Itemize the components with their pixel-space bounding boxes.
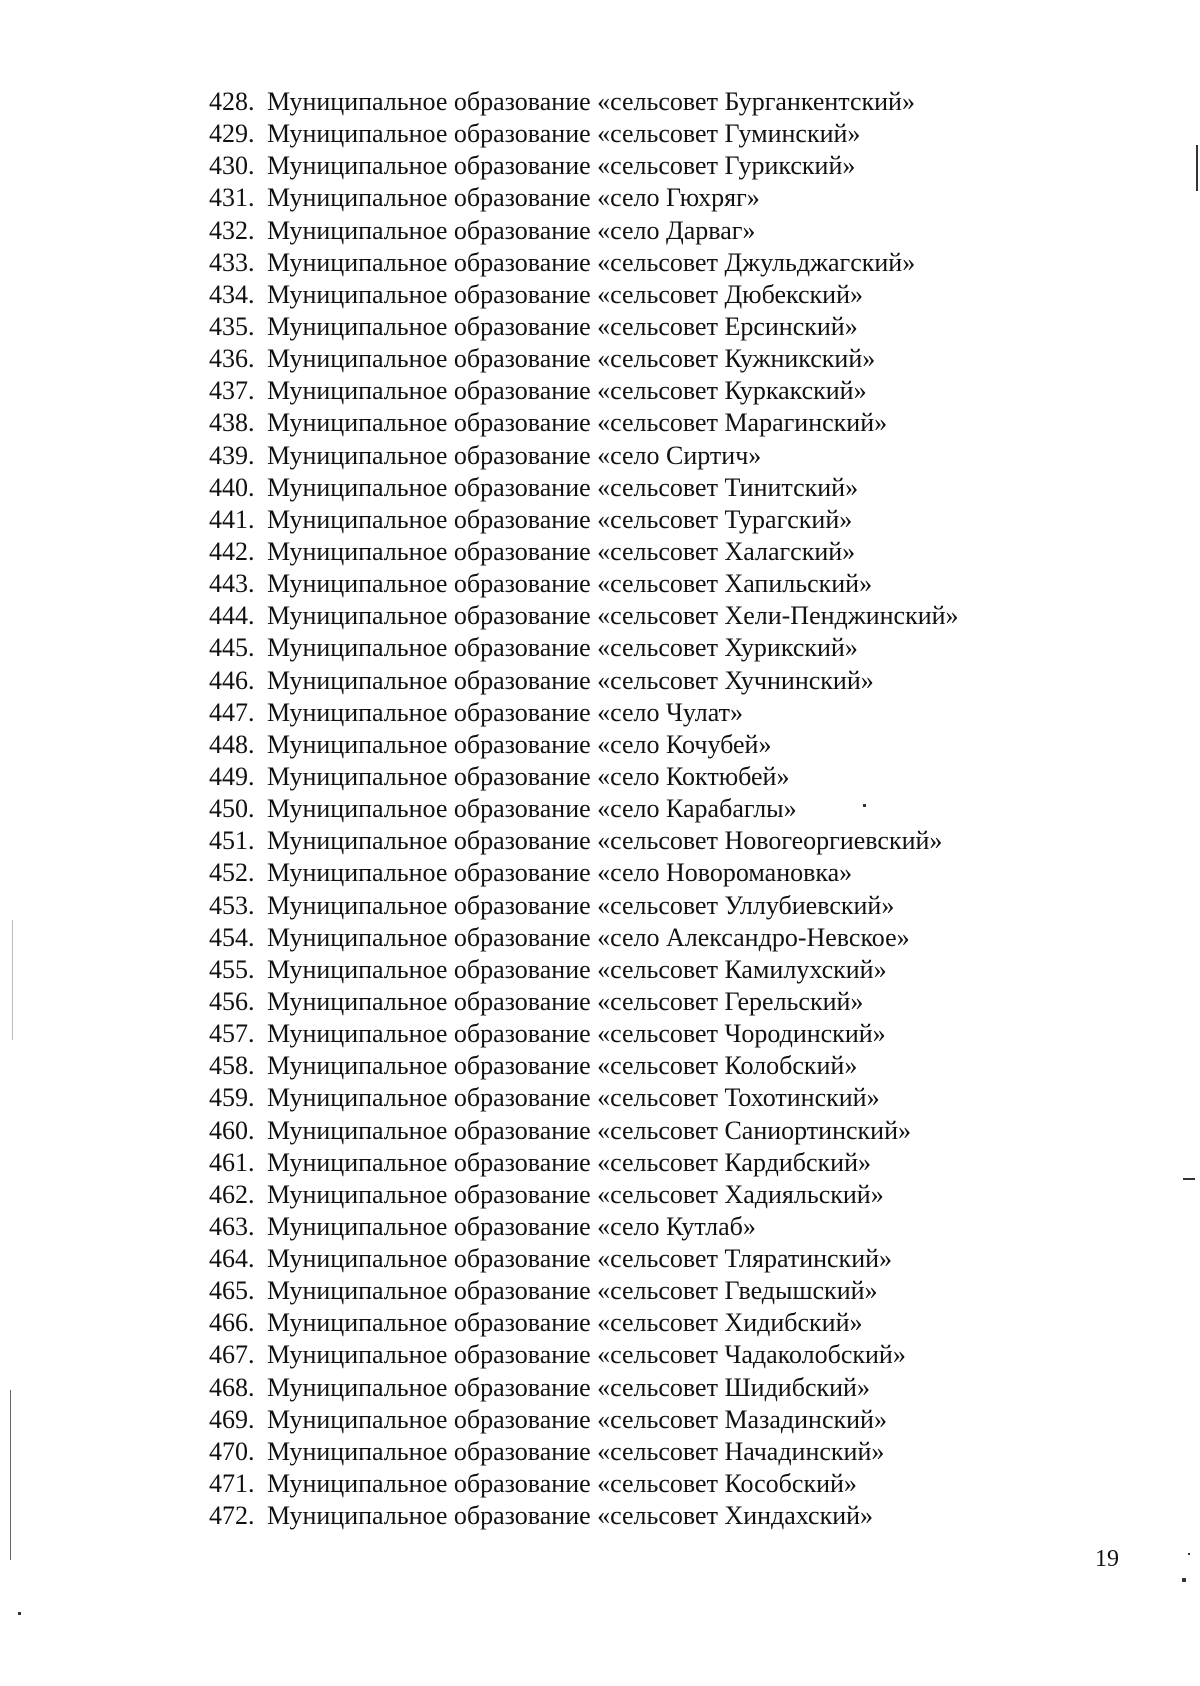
item-number: 463. bbox=[209, 1211, 255, 1241]
list-item bbox=[209, 697, 959, 729]
item-text: Муниципальное образование «сельсовет Хурикский» bbox=[267, 633, 858, 663]
list-item bbox=[209, 1050, 959, 1082]
item-number: 446. bbox=[209, 665, 255, 695]
item-text: Муниципальное образование «сельсовет Колобский» bbox=[267, 1051, 858, 1081]
item-number: 432. bbox=[209, 215, 255, 245]
list-item bbox=[209, 1339, 959, 1371]
item-number: 448. bbox=[209, 729, 255, 759]
item-number: 440. bbox=[209, 472, 255, 502]
item-text: Муниципальное образование «сельсовет Куркакский» bbox=[267, 376, 867, 406]
list-item bbox=[209, 118, 959, 150]
scan-artifact-dot bbox=[1188, 1553, 1190, 1555]
item-text: Муниципальное образование «сельсовет Ерсинский» bbox=[267, 311, 858, 341]
list-item bbox=[209, 954, 959, 986]
item-text: Муниципальное образование «сельсовет Джульджагский» bbox=[267, 247, 916, 277]
list-item bbox=[209, 150, 959, 182]
item-number: 447. bbox=[209, 697, 255, 727]
item-number: 443. bbox=[209, 569, 255, 599]
list-item bbox=[209, 1468, 959, 1500]
item-number: 465. bbox=[209, 1276, 255, 1306]
item-text: Муниципальное образование «село Гюхряг» bbox=[267, 183, 760, 213]
list-item bbox=[209, 311, 959, 343]
item-text: Муниципальное образование «сельсовет Гуминский» bbox=[267, 119, 861, 149]
item-number: 437. bbox=[209, 376, 255, 406]
item-text: Муниципальное образование «сельсовет Камилухский» bbox=[267, 954, 887, 984]
item-text: Муниципальное образование «сельсовет Хиндахский» bbox=[267, 1501, 874, 1531]
item-text: Муниципальное образование «сельсовет Мазадинский» bbox=[267, 1404, 887, 1434]
item-number: 441. bbox=[209, 504, 255, 534]
page-number: 19 bbox=[1095, 1546, 1119, 1572]
item-number: 460. bbox=[209, 1115, 255, 1145]
list-item bbox=[209, 1436, 959, 1468]
item-number: 457. bbox=[209, 1019, 255, 1049]
item-number: 442. bbox=[209, 536, 255, 566]
list-item bbox=[209, 600, 959, 632]
item-text: Муниципальное образование «сельсовет Гурикский» bbox=[267, 151, 856, 181]
list-item bbox=[209, 375, 959, 407]
scan-artifact-dot bbox=[863, 804, 866, 807]
list-item bbox=[209, 407, 959, 439]
item-text: Муниципальное образование «сельсовет Дюбекский» bbox=[267, 279, 864, 309]
item-number: 434. bbox=[209, 279, 255, 309]
list-item bbox=[209, 857, 959, 889]
scan-artifact-dot bbox=[1182, 1578, 1186, 1582]
list-item bbox=[209, 1243, 959, 1275]
list-item bbox=[209, 1147, 959, 1179]
list-item bbox=[209, 568, 959, 600]
item-number: 436. bbox=[209, 344, 255, 374]
item-text: Муниципальное образование «сельсовет Хапильский» bbox=[267, 569, 873, 599]
item-text: Муниципальное образование «сельсовет Кужникский» bbox=[267, 344, 876, 374]
list-item bbox=[209, 1115, 959, 1147]
item-number: 431. bbox=[209, 183, 255, 213]
list-item bbox=[209, 440, 959, 472]
list-item bbox=[209, 472, 959, 504]
item-text: Муниципальное образование «сельсовет Гведышский» bbox=[267, 1276, 878, 1306]
item-text: Муниципальное образование «сельсовет Хадияльский» bbox=[267, 1179, 884, 1209]
scan-artifact-line bbox=[12, 920, 13, 1040]
item-text: Муниципальное образование «сельсовет Тинитский» bbox=[267, 472, 859, 502]
item-number: 472. bbox=[209, 1501, 255, 1531]
list-item bbox=[209, 729, 959, 761]
list-item bbox=[209, 986, 959, 1018]
list-item bbox=[209, 504, 959, 536]
item-text: Муниципальное образование «сельсовет Новогеоргиевский» bbox=[267, 826, 943, 856]
item-text: Муниципальное образование «сельсовет Марагинский» bbox=[267, 408, 888, 438]
item-number: 469. bbox=[209, 1404, 255, 1434]
list-item bbox=[209, 343, 959, 375]
list-item bbox=[209, 890, 959, 922]
item-number: 453. bbox=[209, 890, 255, 920]
item-text: Муниципальное образование «село Сиртич» bbox=[267, 440, 762, 470]
item-number: 452. bbox=[209, 858, 255, 888]
scan-artifact-dot bbox=[18, 1612, 21, 1615]
item-text: Муниципальное образование «сельсовет Халагский» bbox=[267, 536, 856, 566]
list-item bbox=[209, 1082, 959, 1114]
item-text: Муниципальное образование «сельсовет Герельский» bbox=[267, 986, 864, 1016]
list-item bbox=[209, 247, 959, 279]
scan-artifact-line bbox=[10, 1390, 11, 1560]
item-number: 454. bbox=[209, 922, 255, 952]
item-text: Муниципальное образование «село Кутлаб» bbox=[267, 1211, 756, 1241]
item-text: Муниципальное образование «село Коктюбей» bbox=[267, 761, 790, 791]
item-text: Муниципальное образование «сельсовет Тляратинский» bbox=[267, 1244, 893, 1274]
item-number: 464. bbox=[209, 1244, 255, 1274]
list-item bbox=[209, 793, 959, 825]
list-item bbox=[209, 632, 959, 664]
item-number: 461. bbox=[209, 1147, 255, 1177]
list-item bbox=[209, 1404, 959, 1436]
item-number: 459. bbox=[209, 1083, 255, 1113]
item-text: Муниципальное образование «сельсовет Чородинский» bbox=[267, 1019, 886, 1049]
item-text: Муниципальное образование «село Новоромановка» bbox=[267, 858, 853, 888]
item-text: Муниципальное образование «село Александро-Невское» bbox=[267, 922, 910, 952]
item-number: 471. bbox=[209, 1469, 255, 1499]
scan-artifact-mark bbox=[1183, 1178, 1195, 1180]
item-number: 467. bbox=[209, 1340, 255, 1370]
list-item bbox=[209, 761, 959, 793]
item-text: Муниципальное образование «сельсовет Начадинский» bbox=[267, 1436, 885, 1466]
item-text: Муниципальное образование «сельсовет Хели-Пенджинский» bbox=[267, 601, 959, 631]
item-number: 456. bbox=[209, 986, 255, 1016]
item-number: 445. bbox=[209, 633, 255, 663]
list-item bbox=[209, 1500, 959, 1532]
item-number: 428. bbox=[209, 87, 255, 116]
item-number: 455. bbox=[209, 954, 255, 984]
item-text: Муниципальное образование «сельсовет Тохотинский» bbox=[267, 1083, 880, 1113]
item-text: Муниципальное образование «сельсовет Бурганкентский» bbox=[267, 87, 915, 116]
item-text: Муниципальное образование «село Кочубей» bbox=[267, 729, 772, 759]
item-text: Муниципальное образование «сельсовет Шидибский» bbox=[267, 1372, 870, 1402]
list-item bbox=[209, 1211, 959, 1243]
item-text: Муниципальное образование «сельсовет Турагский» bbox=[267, 504, 853, 534]
item-number: 449. bbox=[209, 761, 255, 791]
item-text: Муниципальное образование «сельсовет Кардибский» bbox=[267, 1147, 872, 1177]
list-item bbox=[209, 1018, 959, 1050]
list-item bbox=[209, 1275, 959, 1307]
item-text: Муниципальное образование «сельсовет Чадаколобский» bbox=[267, 1340, 906, 1370]
list-item bbox=[209, 1372, 959, 1404]
item-number: 450. bbox=[209, 794, 255, 824]
list-item bbox=[209, 536, 959, 568]
item-text: Муниципальное образование «сельсовет Саниортинский» bbox=[267, 1115, 911, 1145]
item-number: 435. bbox=[209, 311, 255, 341]
scan-artifact-line bbox=[1196, 145, 1198, 191]
list-item bbox=[209, 182, 959, 214]
list-item bbox=[209, 215, 959, 247]
item-number: 444. bbox=[209, 601, 255, 631]
item-number: 439. bbox=[209, 440, 255, 470]
list-item bbox=[209, 825, 959, 857]
item-text: Муниципальное образование «село Чулат» bbox=[267, 697, 743, 727]
item-text: Муниципальное образование «село Дарваг» bbox=[267, 215, 756, 245]
item-text: Муниципальное образование «сельсовет Хидибский» bbox=[267, 1308, 863, 1338]
item-number: 468. bbox=[209, 1372, 255, 1402]
item-text: Муниципальное образование «сельсовет Хучнинский» bbox=[267, 665, 874, 695]
list-item bbox=[209, 922, 959, 954]
list-item bbox=[209, 279, 959, 311]
item-number: 433. bbox=[209, 247, 255, 277]
item-number: 466. bbox=[209, 1308, 255, 1338]
municipality-list bbox=[209, 86, 959, 1532]
item-number: 429. bbox=[209, 119, 255, 149]
item-text: Муниципальное образование «сельсовет Уллубиевский» bbox=[267, 890, 895, 920]
list-item bbox=[209, 86, 959, 118]
item-number: 462. bbox=[209, 1179, 255, 1209]
item-text: Муниципальное образование «сельсовет Кособский» bbox=[267, 1469, 857, 1499]
list-item bbox=[209, 665, 959, 697]
item-number: 430. bbox=[209, 151, 255, 181]
item-number: 451. bbox=[209, 826, 255, 856]
item-text: Муниципальное образование «село Карабаглы» bbox=[267, 794, 797, 824]
item-number: 470. bbox=[209, 1436, 255, 1466]
list-item bbox=[209, 1179, 959, 1211]
item-number: 458. bbox=[209, 1051, 255, 1081]
list-item bbox=[209, 1307, 959, 1339]
item-number: 438. bbox=[209, 408, 255, 438]
